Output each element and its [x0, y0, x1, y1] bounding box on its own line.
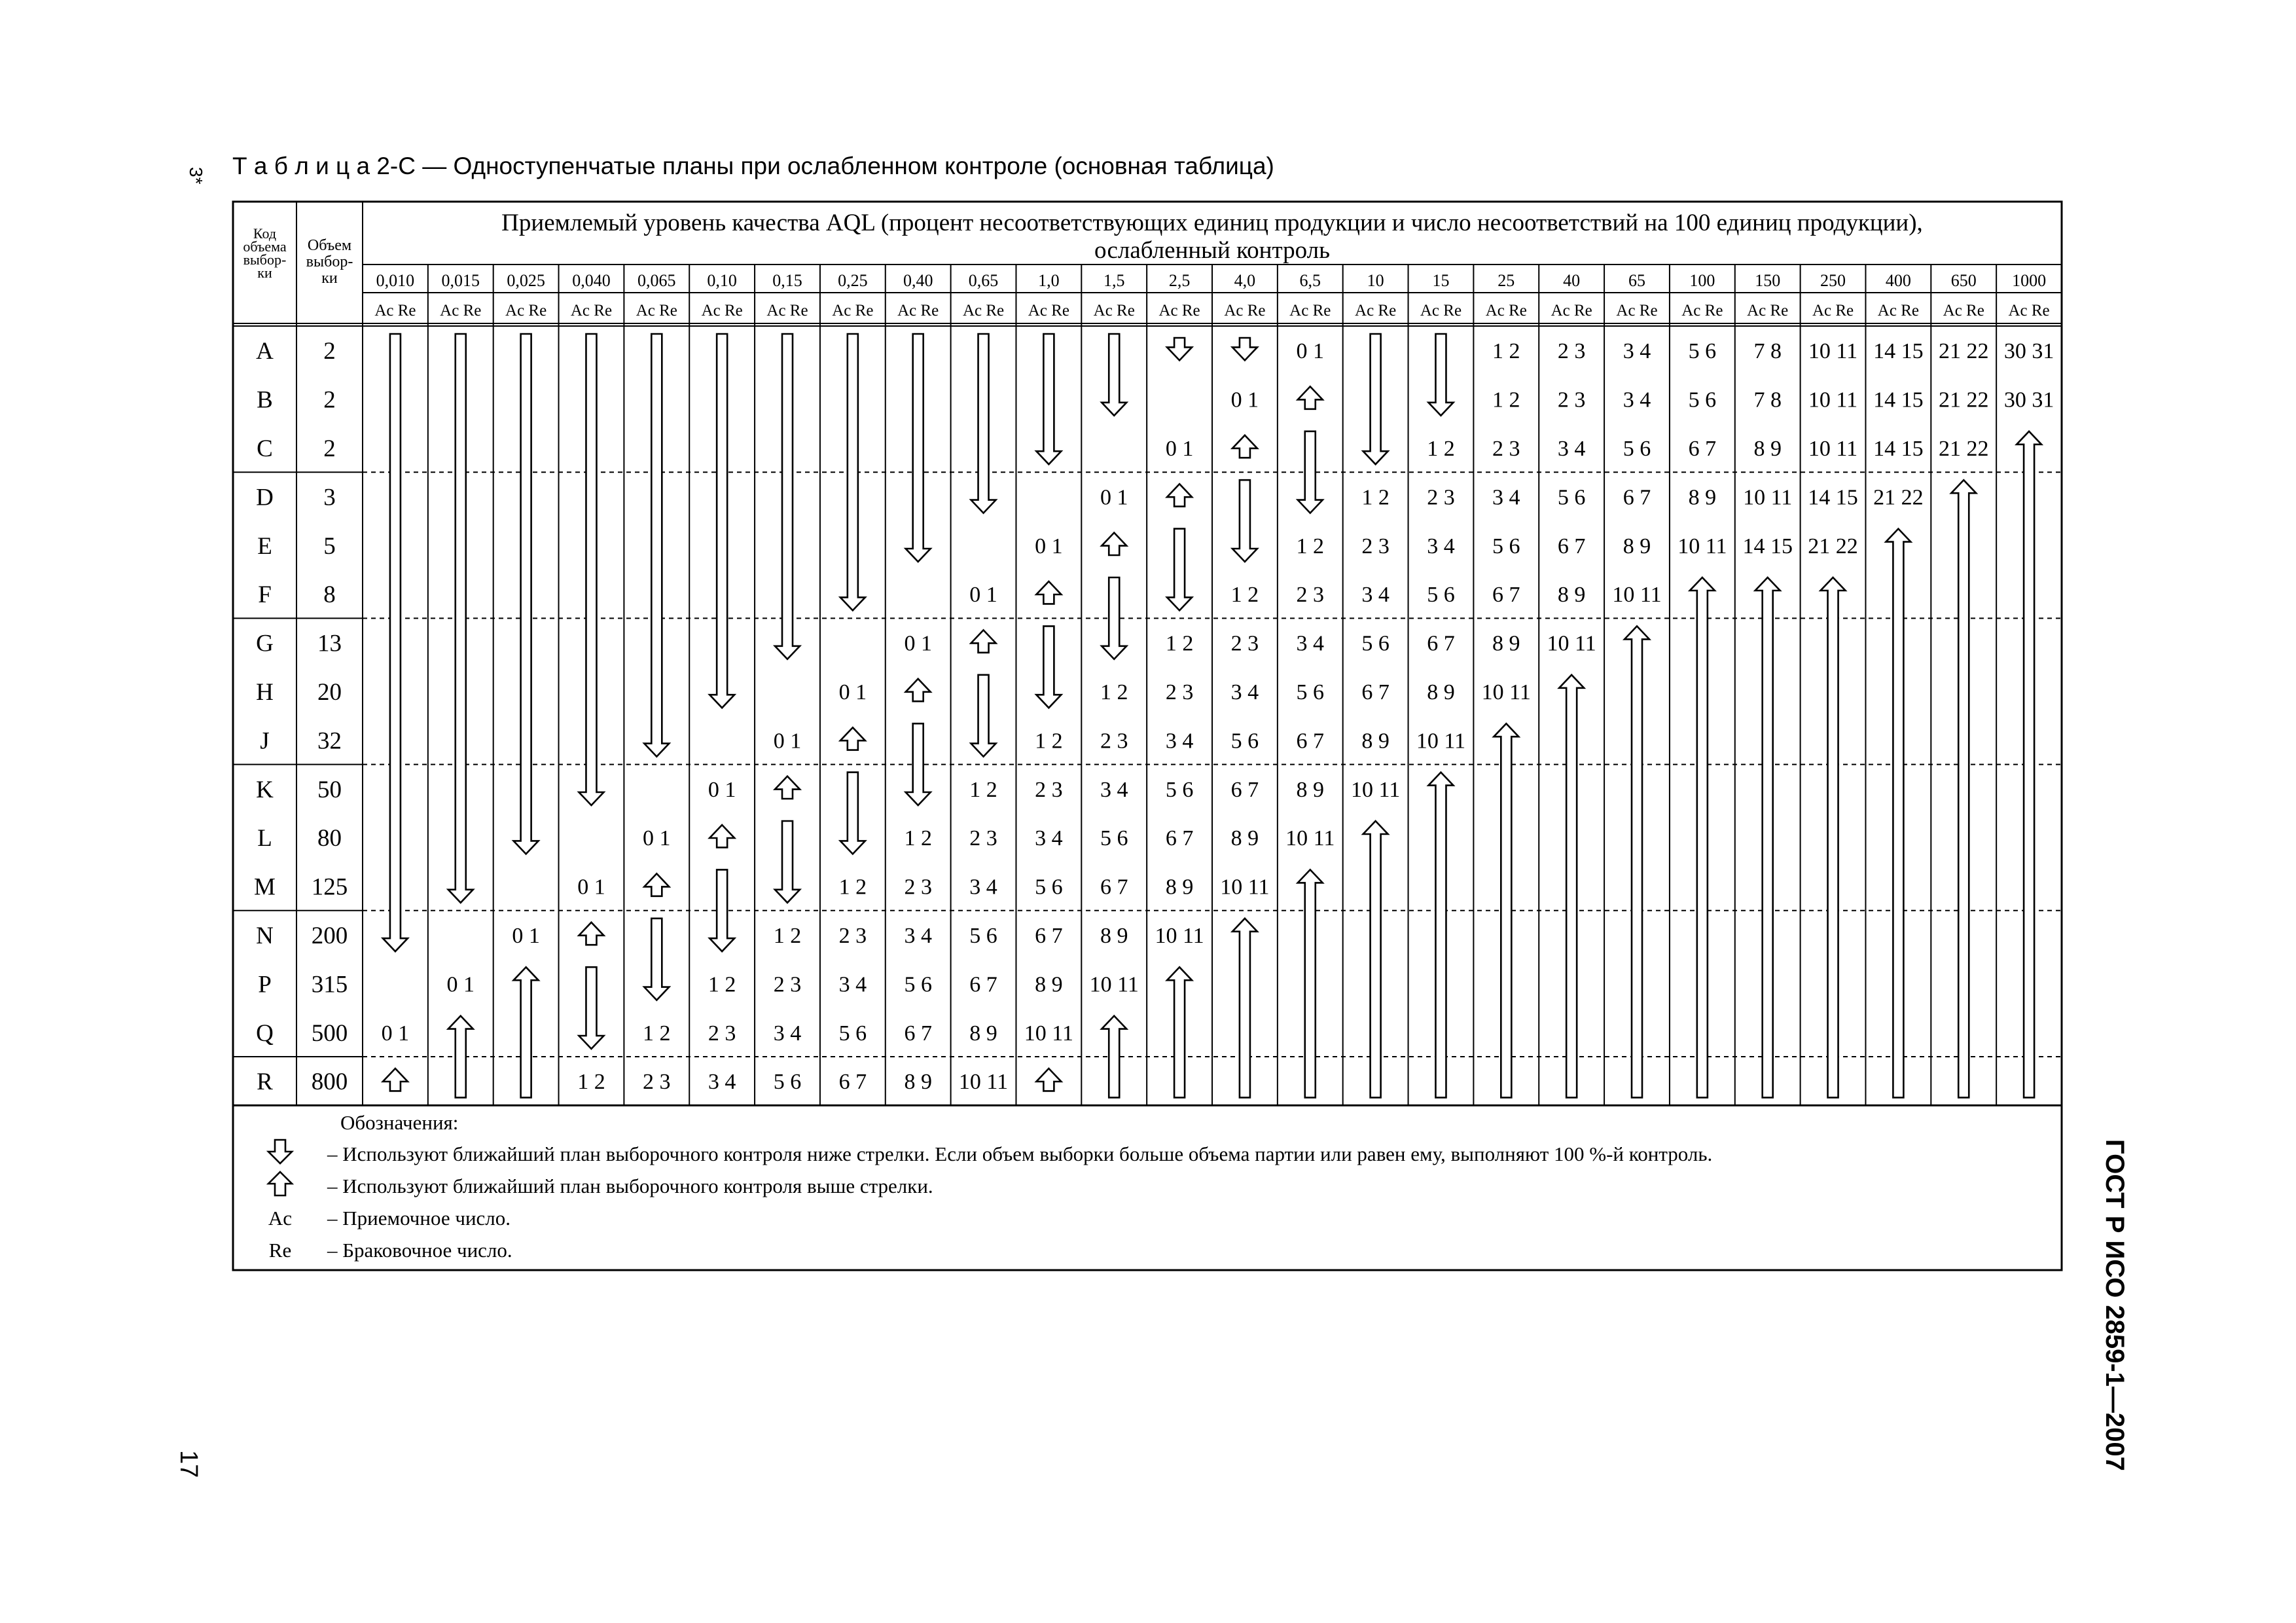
- acre-cell: 2 3: [1557, 339, 1586, 364]
- acre-cell: 14 15: [1742, 534, 1793, 558]
- acre-cell: 3 4: [1361, 583, 1390, 608]
- acre-cell: 30 31: [2003, 388, 2054, 412]
- acre-cell: 0 1: [904, 631, 932, 656]
- legend-re-text: – Браковочное число.: [327, 1239, 512, 1262]
- acre-header: Ac Re: [570, 302, 613, 319]
- acre-cell: 3 4: [1296, 631, 1325, 656]
- acre-header: Ac Re: [1158, 302, 1200, 319]
- acre-cell: 3 4: [969, 875, 997, 900]
- acre-cell: 10 11: [1024, 1021, 1074, 1046]
- acre-cell: 14 15: [1873, 388, 1924, 412]
- sample-size: 315: [311, 971, 348, 998]
- acre-cell: 1 2: [1035, 729, 1063, 754]
- aql-value-header: 0,15: [772, 271, 802, 290]
- acre-cell: 2 3: [1557, 388, 1586, 412]
- acre-cell: 10 11: [1416, 729, 1466, 754]
- acre-cell: 8 9: [1100, 924, 1128, 948]
- arrow-down-icon: [579, 967, 603, 1049]
- acre-cell: 2 3: [1296, 583, 1325, 608]
- acre-cell: 5 6: [838, 1021, 867, 1046]
- arrow-down-icon: [775, 334, 800, 659]
- acre-header: Ac Re: [1224, 302, 1266, 319]
- acre-cell: 2 3: [1492, 437, 1520, 461]
- acre-cell: 6 7: [1557, 534, 1586, 558]
- acre-cell: 2 3: [1165, 680, 1194, 704]
- acre-cell: 10 11: [1155, 924, 1204, 948]
- acre-cell: 5 6: [1492, 534, 1520, 558]
- acre-cell: 2 3: [838, 924, 867, 948]
- acre-cell: 2 3: [1427, 485, 1455, 510]
- acre-header: Ac Re: [374, 302, 416, 319]
- acre-cell: 8 9: [1623, 534, 1651, 558]
- acre-header: Ac Re: [1355, 302, 1397, 319]
- acre-cell: 21 22: [1808, 534, 1858, 558]
- acre-cell: 6 7: [1623, 485, 1651, 510]
- acre-cells: [382, 339, 2054, 1094]
- acre-cell: 2 3: [773, 972, 802, 997]
- aql-value-header: 10: [1367, 271, 1384, 290]
- acre-cell: 2 3: [1035, 777, 1063, 802]
- acre-cell: 6 7: [1688, 437, 1717, 461]
- acre-header: Ac Re: [1093, 302, 1135, 319]
- acre-header: Ac Re: [2008, 302, 2050, 319]
- sample-size: 2: [323, 386, 336, 414]
- aql-value-header: 0,40: [903, 271, 933, 290]
- acre-cell: 1 2: [773, 924, 802, 948]
- arrow-down-icon: [644, 919, 669, 1000]
- acre-cell: 10 11: [1808, 388, 1858, 412]
- arrow-up-icon: [1624, 626, 1649, 1097]
- arrow-up-icon: [1232, 435, 1257, 458]
- acre-cell: 6 7: [969, 972, 997, 997]
- acre-cell: 1 2: [1361, 485, 1390, 510]
- acre-cell: 0 1: [773, 729, 802, 754]
- code-column-header-line: объема: [243, 238, 287, 255]
- acre-header: Ac Re: [1747, 302, 1789, 319]
- arrow-down-icon: [1232, 480, 1257, 562]
- aql-value-header: 1,5: [1103, 271, 1125, 290]
- acre-cell: 8 9: [969, 1021, 997, 1046]
- acre-cell: 6 7: [1165, 826, 1194, 851]
- acre-cell: 8 9: [1427, 680, 1455, 704]
- arrow-up-icon: [1232, 919, 1257, 1098]
- acre-cell: 6 7: [1492, 583, 1520, 608]
- sample-size: 20: [317, 679, 342, 706]
- sample-code: A: [256, 338, 274, 365]
- sample-code: D: [256, 484, 274, 511]
- arrow-down-icon: [1167, 338, 1192, 360]
- legend-heading: Обозначения:: [340, 1111, 459, 1134]
- acre-cell: 0 1: [1230, 388, 1259, 412]
- acre-header: Ac Re: [1551, 302, 1592, 319]
- sample-size: 125: [311, 873, 348, 901]
- arrow-up-icon: [1886, 529, 1910, 1098]
- aql-value-header: 6,5: [1299, 271, 1321, 290]
- acre-cell: 1 2: [1165, 631, 1194, 656]
- sample-code: H: [256, 679, 274, 706]
- acre-cell: 14 15: [1808, 485, 1858, 510]
- acre-cell: 21 22: [1873, 485, 1924, 510]
- arrow-up-icon: [1298, 869, 1323, 1097]
- aql-value-header: 0,25: [838, 271, 868, 290]
- acre-header: Ac Re: [897, 302, 939, 319]
- code-column-header-line: ки: [257, 264, 272, 281]
- acre-cell: 14 15: [1873, 437, 1924, 461]
- acre-cell: 8 9: [1230, 826, 1259, 851]
- arrow-up-icon: [2017, 431, 2041, 1098]
- acre-cell: 8 9: [1557, 583, 1586, 608]
- code-column-header-line: выбор-: [243, 251, 287, 268]
- aql-value-header: 15: [1432, 271, 1450, 290]
- arrow-down-icon: [709, 334, 734, 708]
- arrow-down-icon: [1363, 334, 1388, 464]
- arrow-up-icon: [1167, 484, 1192, 506]
- acre-cell: 1 2: [1100, 680, 1128, 704]
- acre-cell: 6 7: [1100, 875, 1128, 900]
- arrow-up-icon: [1428, 773, 1453, 1098]
- sample-size: 8: [323, 581, 336, 609]
- acre-cell: 10 11: [1677, 534, 1727, 558]
- arrow-up-icon: [709, 825, 734, 847]
- arrow-up-icon: [644, 873, 669, 896]
- sample-size-rows: [254, 338, 348, 1095]
- arrow-down-icon: [1167, 529, 1192, 611]
- acre-cell: 0 1: [1296, 339, 1325, 364]
- arrow-up-icon: [906, 679, 931, 701]
- arrow-up-icon: [1298, 386, 1323, 409]
- acre-cell: 2 3: [643, 1070, 671, 1095]
- acre-cell: 5 6: [1623, 437, 1651, 461]
- acre-header: Ac Re: [962, 302, 1005, 319]
- acre-cell: 3 4: [1623, 339, 1651, 364]
- aql-value-header: 0,65: [968, 271, 999, 290]
- acre-cell: 1 2: [904, 826, 932, 851]
- size-column-header-line: Объем: [307, 237, 352, 254]
- acre-cell: 0 1: [643, 826, 671, 851]
- sample-code: N: [256, 922, 274, 949]
- acre-cell: 3 4: [1557, 437, 1586, 461]
- acre-header: Ac Re: [1028, 302, 1069, 319]
- acre-cell: 5 6: [1230, 729, 1259, 754]
- standard-code: ГОСТ Р ИСО 2859-1—2007: [2100, 1139, 2129, 1471]
- arrow-down-icon: [268, 1140, 292, 1163]
- acre-cell: 1 2: [643, 1021, 671, 1046]
- aql-value-header: 0,10: [707, 271, 737, 290]
- acre-header: Ac Re: [1420, 302, 1462, 319]
- sample-code: L: [257, 825, 272, 852]
- sample-code: F: [258, 581, 272, 609]
- arrow-up-icon: [1167, 967, 1192, 1097]
- acre-cell: 30 31: [2003, 339, 2054, 364]
- legend-down-text: – Используют ближайший план выборочного контроля ниже стрелки. Если объем выборки больше объема партии или равен ему, выполняют 100 %-й контроль.: [327, 1142, 1713, 1165]
- arrow-down-icon: [840, 773, 865, 854]
- acre-cell: 2 3: [1361, 534, 1390, 558]
- acre-header: Ac Re: [1289, 302, 1331, 319]
- acre-cell: 3 4: [708, 1070, 736, 1095]
- sample-code: E: [257, 532, 272, 560]
- code-column-header-line: Код: [253, 225, 277, 242]
- acre-cell: 6 7: [1296, 729, 1325, 754]
- acre-header: Ac Re: [701, 302, 743, 319]
- aql-value-header: 0,040: [572, 271, 611, 290]
- acre-header: Ac Re: [1616, 302, 1658, 319]
- aql-value-header: 0,025: [507, 271, 545, 290]
- acre-header: Ac Re: [505, 302, 547, 319]
- acre-cell: 2 3: [1230, 631, 1259, 656]
- arrow-down-icon: [971, 675, 996, 757]
- acre-cell: 5 6: [969, 924, 997, 948]
- sample-code: K: [256, 776, 274, 803]
- arrow-down-icon: [1232, 338, 1257, 360]
- aql-value-header: 400: [1885, 271, 1911, 290]
- acre-cell: 8 9: [1753, 437, 1782, 461]
- acre-cell: 0 1: [838, 680, 867, 704]
- sample-size: 800: [311, 1068, 348, 1096]
- acre-cell: 8 9: [1492, 631, 1520, 656]
- acre-cell: 6 7: [1361, 680, 1390, 704]
- acre-cell: 0 1: [1035, 534, 1063, 558]
- acre-cell: 8 9: [904, 1070, 932, 1095]
- sample-size: 200: [311, 922, 348, 949]
- legend-ac-text: – Приемочное число.: [327, 1207, 511, 1230]
- acre-cell: 0 1: [446, 972, 475, 997]
- arrow-down-icon: [1102, 334, 1126, 416]
- acre-cell: 10 11: [958, 1070, 1009, 1095]
- acre-cell: 3 4: [1230, 680, 1259, 704]
- sheet-mark: 3*: [186, 167, 206, 185]
- sample-code: J: [260, 727, 270, 755]
- acre-cell: 0 1: [512, 924, 540, 948]
- acre-header: Ac Re: [1681, 302, 1723, 319]
- acre-header: Ac Re: [440, 302, 482, 319]
- aql-value-header: 1,0: [1038, 271, 1060, 290]
- arrow-up-icon: [1036, 581, 1061, 604]
- aql-value-header: 0,065: [637, 271, 676, 290]
- acre-cell: 3 4: [1623, 388, 1651, 412]
- acre-cell: 5 6: [1165, 777, 1194, 802]
- acre-cell: 3 4: [773, 1021, 802, 1046]
- acre-cell: 7 8: [1753, 388, 1782, 412]
- aql-value-header: 150: [1755, 271, 1781, 290]
- acre-cell: 0 1: [381, 1021, 410, 1046]
- acre-cell: 1 2: [1427, 437, 1455, 461]
- acre-cell: 10 11: [1350, 777, 1401, 802]
- page-title: Т а б л и ц а 2-С — Одноступенчатые планы при ослабленном контроле (основная таблица): [232, 153, 1274, 179]
- acre-cell: 8 9: [1165, 875, 1194, 900]
- acre-cell: 0 1: [969, 583, 997, 608]
- legend-up-text: – Используют ближайший план выборочного контроля выше стрелки.: [327, 1175, 933, 1197]
- acre-cell: 3 4: [1100, 777, 1128, 802]
- sample-size: 32: [317, 727, 342, 755]
- acre-header: Ac Re: [832, 302, 874, 319]
- arrow-up-icon: [971, 630, 996, 652]
- legend: [268, 1111, 1712, 1262]
- acre-cell: 1 2: [1492, 388, 1520, 412]
- acre-cell: 5 6: [1427, 583, 1455, 608]
- arrow-up-icon: [514, 967, 539, 1097]
- arrow-down-icon: [906, 334, 931, 562]
- arrow-up-icon: [840, 727, 865, 750]
- acre-cell: 3 4: [1427, 534, 1455, 558]
- acre-cell: 5 6: [1035, 875, 1063, 900]
- acre-cell: 1 2: [708, 972, 736, 997]
- sample-size: 50: [317, 776, 342, 803]
- acre-cell: 3 4: [1492, 485, 1520, 510]
- arrow-up-icon: [1036, 1068, 1061, 1091]
- acre-cell: 3 4: [904, 924, 932, 948]
- acre-cell: 10 11: [1808, 339, 1858, 364]
- arrow-down-icon: [514, 334, 539, 854]
- acre-cell: 6 7: [904, 1021, 932, 1046]
- acre-cell: 2 3: [969, 826, 997, 851]
- arrow-up-icon: [775, 776, 800, 799]
- aql-table-grid: [233, 202, 2062, 1270]
- acre-cell: 3 4: [1165, 729, 1194, 754]
- aql-value-header: 2,5: [1168, 271, 1191, 290]
- acre-cell: 2 3: [904, 875, 932, 900]
- arrow-down-icon: [840, 334, 865, 610]
- acre-cell: 21 22: [1938, 388, 1989, 412]
- arrow-up-icon: [1821, 577, 1846, 1097]
- acre-cell: 7 8: [1753, 339, 1782, 364]
- acre-cell: 5 6: [1688, 339, 1717, 364]
- acre-cell: 14 15: [1873, 339, 1924, 364]
- sample-size: 80: [317, 825, 342, 852]
- arrow-down-icon: [775, 821, 800, 903]
- acre-cell: 2 3: [708, 1021, 736, 1046]
- sample-size: 13: [317, 630, 342, 657]
- arrow-up-icon: [268, 1172, 292, 1195]
- arrow-down-icon: [579, 334, 603, 805]
- legend-re-key: Re: [268, 1239, 292, 1262]
- acre-cell: 8 9: [1688, 485, 1717, 510]
- arrow-up-icon: [1755, 577, 1780, 1097]
- sample-code: B: [257, 386, 273, 414]
- acre-header: Ac Re: [1943, 302, 1984, 319]
- arrow-down-icon: [971, 334, 996, 513]
- acre-cell: 3 4: [838, 972, 867, 997]
- arrow-down-icon: [644, 334, 669, 757]
- arrow-down-icon: [383, 334, 408, 951]
- sample-code: P: [258, 971, 272, 998]
- sample-size: 2: [323, 435, 336, 462]
- acre-cell: 5 6: [1100, 826, 1128, 851]
- aql-value-header: 4,0: [1234, 271, 1256, 290]
- aql-value-header: 1000: [2012, 271, 2047, 290]
- arrow-down-icon: [1036, 334, 1061, 464]
- acre-cell: 2 3: [1100, 729, 1128, 754]
- acre-header: Ac Re: [1877, 302, 1919, 319]
- acre-header: Ac Re: [1812, 302, 1854, 319]
- acre-cell: 0 1: [1100, 485, 1128, 510]
- acre-cell: 1 2: [969, 777, 997, 802]
- acre-cell: 0 1: [577, 875, 605, 900]
- sample-size: 5: [323, 532, 336, 560]
- acre-header: Ac Re: [766, 302, 808, 319]
- acre-cell: 3 4: [1035, 826, 1063, 851]
- acre-cell: 10 11: [1612, 583, 1662, 608]
- aql-value-header: 100: [1689, 271, 1715, 290]
- acre-cell: 6 7: [838, 1070, 867, 1095]
- acre-cell: 5 6: [773, 1070, 802, 1095]
- aql-value-header: 0,010: [376, 271, 415, 290]
- acre-cell: 1 2: [1492, 339, 1520, 364]
- sample-size: 2: [323, 338, 336, 365]
- acre-header: Ac Re: [636, 302, 677, 319]
- acre-cell: 6 7: [1230, 777, 1259, 802]
- arrow-up-icon: [383, 1068, 408, 1091]
- acre-cell: 0 1: [708, 777, 736, 802]
- acre-cell: 21 22: [1938, 437, 1989, 461]
- acre-cell: 5 6: [1296, 680, 1325, 704]
- acre-cell: 10 11: [1285, 826, 1335, 851]
- aql-value-header: 25: [1498, 271, 1515, 290]
- sample-code: C: [257, 435, 273, 462]
- aql-value-header: 0,015: [441, 271, 480, 290]
- acre-cell: 6 7: [1035, 924, 1063, 948]
- acre-cell: 8 9: [1035, 972, 1063, 997]
- arrow-down-icon: [1036, 626, 1061, 708]
- aql-value-header: 250: [1820, 271, 1846, 290]
- acre-cell: 10 11: [1481, 680, 1531, 704]
- aql-value-header: 650: [1950, 271, 1977, 290]
- acre-cell: 1 2: [1296, 534, 1325, 558]
- acre-cell: 10 11: [1220, 875, 1270, 900]
- acre-cell: 5 6: [1361, 631, 1390, 656]
- acre-header: Ac Re: [1485, 302, 1527, 319]
- acre-cell: 10 11: [1547, 631, 1596, 656]
- sample-size: 500: [311, 1019, 348, 1047]
- page-number: 17: [175, 1450, 202, 1478]
- sample-code: M: [254, 873, 276, 901]
- aql-value-header: 40: [1563, 271, 1581, 290]
- acre-cell: 6 7: [1427, 631, 1455, 656]
- acre-cell: 1 2: [1230, 583, 1259, 608]
- acre-cell: 8 9: [1296, 777, 1325, 802]
- sample-code: Q: [256, 1019, 274, 1047]
- acre-cell: 0 1: [1165, 437, 1194, 461]
- acre-cell: 5 6: [1688, 388, 1717, 412]
- acre-cell: 8 9: [1361, 729, 1390, 754]
- acre-cell: 5 6: [904, 972, 932, 997]
- arrow-up-icon: [1951, 480, 1976, 1097]
- legend-ac-key: Ac: [268, 1207, 293, 1230]
- acre-cell: 10 11: [1743, 485, 1793, 510]
- acre-cell: 1 2: [838, 875, 867, 900]
- acre-cell: 21 22: [1938, 339, 1989, 364]
- acre-cell: 10 11: [1808, 437, 1858, 461]
- arrow-up-icon: [1102, 533, 1126, 555]
- arrow-up-icon: [1559, 675, 1584, 1098]
- aql-value-header: 65: [1628, 271, 1645, 290]
- acre-cell: 1 2: [577, 1070, 605, 1095]
- aql-caption-line: ослабленный контроль: [1094, 237, 1330, 264]
- size-column-header-line: ки: [321, 270, 338, 287]
- aql-caption-line: Приемлемый уровень качества AQL (процент несоответствующих единиц продукции и число несоответствий на 100 единиц продукции),: [501, 210, 1923, 236]
- arrow-up-icon: [579, 922, 603, 945]
- acre-cell: 10 11: [1089, 972, 1139, 997]
- sample-size: 3: [323, 484, 336, 511]
- arrow-up-icon: [1690, 577, 1715, 1097]
- sample-code: G: [256, 630, 274, 657]
- size-column-header-line: выбор-: [306, 253, 353, 270]
- arrow-down-icon: [1428, 334, 1453, 416]
- sample-code: R: [257, 1068, 273, 1096]
- acre-cell: 5 6: [1557, 485, 1586, 510]
